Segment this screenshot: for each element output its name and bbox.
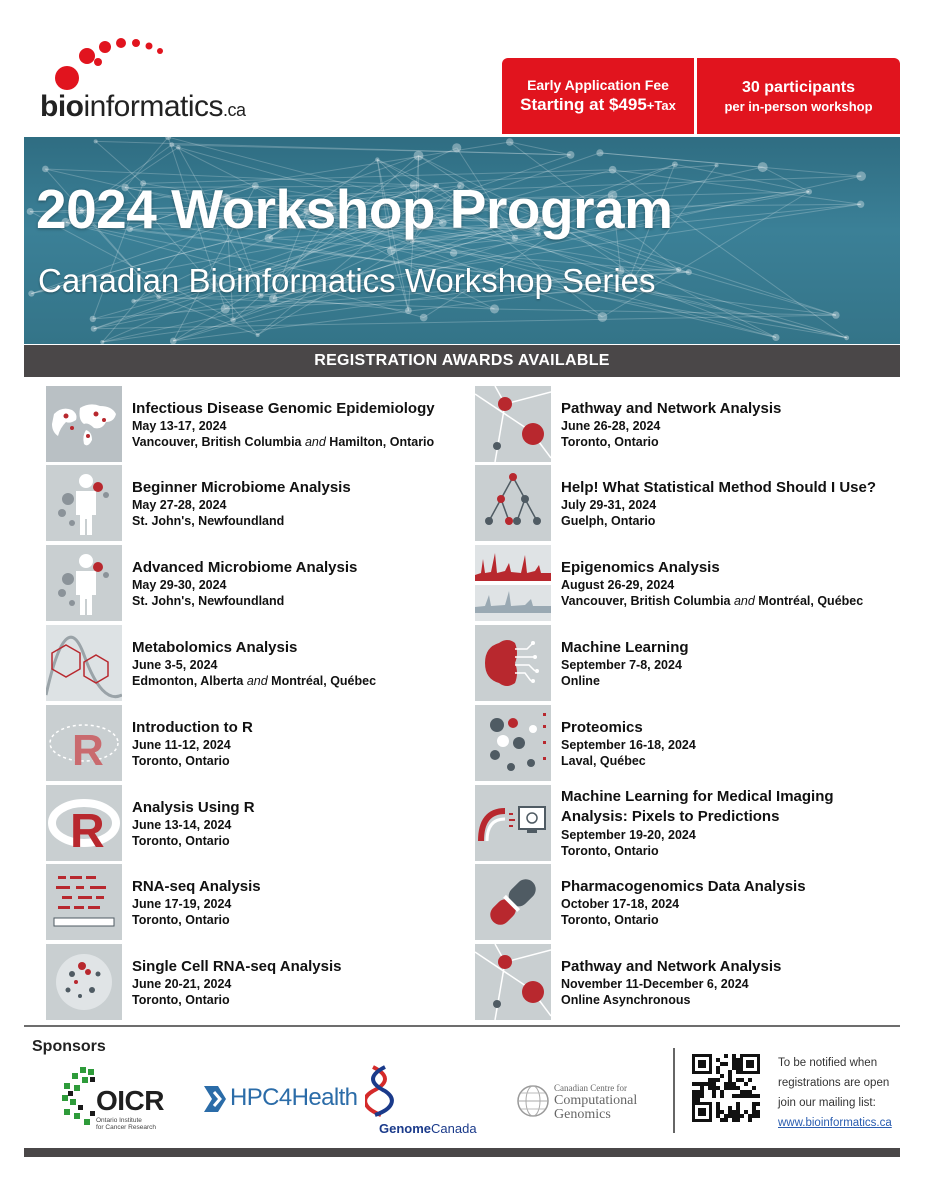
hpc4health-icon xyxy=(200,1082,230,1116)
sponsor-genome-canada[interactable] xyxy=(365,1063,480,1138)
workshop-location: Guelph, Ontario xyxy=(561,513,656,528)
workshop-details xyxy=(132,625,376,701)
workshop-details xyxy=(561,785,834,861)
oicr-name: OICR xyxy=(96,1085,164,1116)
genome-canada-name: GenomeCanada xyxy=(379,1121,477,1136)
network-icon xyxy=(475,386,551,462)
workshop-location: Vancouver, British Columbia and Hamilton, Ontario xyxy=(132,434,435,449)
cccg-name: Canadian Centre for Computational Genomics xyxy=(554,1083,638,1122)
workshop-title: Beginner Microbiome Analysis xyxy=(132,478,351,496)
notify-line-2: registrations are open xyxy=(778,1077,890,1089)
footer-bar xyxy=(24,1148,900,1157)
workshop-title: Pathway and Network Analysis xyxy=(561,399,782,417)
workshop-item[interactable] xyxy=(475,864,905,940)
workshop-details xyxy=(561,465,876,541)
workshop-date: November 11-December 6, 2024 xyxy=(561,976,749,991)
medical-imaging-icon xyxy=(475,785,551,861)
participants-badge xyxy=(697,58,900,134)
workshop-date: June 3-5, 2024 xyxy=(132,657,218,672)
workshop-title: Pharmacogenomics Data Analysis xyxy=(561,877,806,895)
sponsor-cccg[interactable] xyxy=(516,1082,666,1122)
workshop-title: Analysis Using R xyxy=(132,798,255,816)
logo-wordmark: bioinformatics.ca xyxy=(40,90,246,123)
bioinformatics-logo xyxy=(40,38,246,123)
workshop-date: June 13-14, 2024 xyxy=(132,817,232,832)
workshop-item[interactable] xyxy=(46,785,466,861)
workshop-title: Machine Learning xyxy=(561,638,689,656)
workshop-item[interactable] xyxy=(46,625,466,701)
logo-dots-icon xyxy=(50,38,180,93)
workshop-details xyxy=(561,625,689,701)
workshop-date: May 29-30, 2024 xyxy=(132,577,227,592)
svg-text:R: R xyxy=(72,726,104,775)
workshop-item[interactable] xyxy=(475,465,905,541)
workshop-item[interactable] xyxy=(475,705,905,781)
workshop-item[interactable] xyxy=(46,864,466,940)
microbiome-person-icon xyxy=(46,545,122,621)
workshop-title: Pathway and Network Analysis xyxy=(561,957,782,975)
mailing-list-notice xyxy=(778,1053,908,1133)
brain-icon xyxy=(475,625,551,701)
proteomics-icon xyxy=(475,705,551,781)
sponsor-hpc4health[interactable] xyxy=(200,1080,358,1120)
participants-count: 30 participants xyxy=(742,78,855,96)
registration-awards-bar: REGISTRATION AWARDS AVAILABLE xyxy=(24,345,900,377)
workshop-date: September 16-18, 2024 xyxy=(561,737,696,752)
workshop-details xyxy=(561,545,863,621)
network-icon xyxy=(475,944,551,1020)
workshop-details xyxy=(132,864,261,940)
workshop-date: October 17-18, 2024 xyxy=(561,896,680,911)
early-fee-price: Starting at $495+Tax xyxy=(520,95,676,114)
single-cell-icon xyxy=(46,944,122,1020)
workshop-title: Introduction to R xyxy=(132,718,253,736)
participants-note: per in-person workshop xyxy=(724,98,873,114)
workshop-title: Single Cell RNA-seq Analysis xyxy=(132,957,342,975)
workshop-location: Toronto, Ontario xyxy=(132,992,230,1007)
cccg-globe-icon xyxy=(516,1084,550,1118)
workshop-location: Edmonton, Alberta and Montréal, Québec xyxy=(132,673,377,688)
rna-seq-icon xyxy=(46,864,122,940)
microbiome-person-icon xyxy=(46,465,122,541)
program-banner xyxy=(24,137,900,344)
workshop-item[interactable] xyxy=(46,386,466,462)
workshop-location: Online Asynchronous xyxy=(561,992,691,1007)
workshop-details xyxy=(561,864,806,940)
workshop-item[interactable] xyxy=(475,386,905,462)
workshop-date: August 26-29, 2024 xyxy=(561,577,675,592)
workshop-date: June 20-21, 2024 xyxy=(132,976,232,991)
r-outline-icon xyxy=(46,705,122,781)
workshop-title: Proteomics xyxy=(561,718,643,736)
workshop-title: Help! What Statistical Method Should I Use? xyxy=(561,478,877,496)
workshop-details xyxy=(561,386,781,462)
workshop-location: St. John's, Newfoundland xyxy=(132,593,285,608)
workshop-location: Laval, Québec xyxy=(561,753,646,768)
workshop-item[interactable] xyxy=(475,944,905,1020)
workshop-details xyxy=(132,785,255,861)
workshop-item[interactable] xyxy=(46,545,466,621)
workshop-date: September 7-8, 2024 xyxy=(561,657,682,672)
workshop-date: July 29-31, 2024 xyxy=(561,497,657,512)
svg-text:R: R xyxy=(70,805,105,858)
page-title: 2024 Workshop Program xyxy=(36,178,673,240)
oicr-icon xyxy=(60,1063,100,1133)
metabolomics-icon xyxy=(46,625,122,701)
r-logo-icon xyxy=(46,785,122,861)
divider xyxy=(24,1025,900,1027)
notify-line-3: join our mailing list: xyxy=(778,1097,876,1109)
workshop-item[interactable] xyxy=(46,705,466,781)
workshop-location: Toronto, Ontario xyxy=(561,844,659,858)
hpc4health-name: HPC4Health xyxy=(230,1084,358,1111)
capsule-icon xyxy=(475,864,551,940)
workshop-details xyxy=(132,545,357,621)
workshop-date: June 17-19, 2024 xyxy=(132,896,232,911)
workshop-details xyxy=(132,705,253,781)
workshop-item[interactable] xyxy=(475,785,905,861)
sponsors-heading: Sponsors xyxy=(32,1038,106,1055)
workshop-location: Online xyxy=(561,673,600,688)
website-link[interactable]: www.bioinformatics.ca xyxy=(778,1117,892,1129)
workshop-date: June 26-28, 2024 xyxy=(561,418,661,433)
early-fee-badge xyxy=(502,58,694,134)
workshop-date: May 27-28, 2024 xyxy=(132,497,227,512)
workshop-location: Toronto, Ontario xyxy=(561,912,659,927)
workshop-details xyxy=(132,465,351,541)
tree-icon xyxy=(475,465,551,541)
workshop-title: Advanced Microbiome Analysis xyxy=(132,558,358,576)
workshop-details xyxy=(132,944,342,1020)
workshop-location: Toronto, Ontario xyxy=(132,833,230,848)
epigenomics-icon xyxy=(475,545,551,621)
workshop-item[interactable] xyxy=(475,545,905,621)
oicr-subtitle: Ontario Institute for Cancer Research xyxy=(96,1117,156,1131)
workshop-item[interactable] xyxy=(46,944,466,1020)
workshop-details xyxy=(561,944,781,1020)
workshop-location: Toronto, Ontario xyxy=(132,912,230,927)
dna-helix-icon xyxy=(365,1063,395,1119)
workshop-location: Toronto, Ontario xyxy=(132,753,230,768)
workshop-title: Metabolomics Analysis xyxy=(132,638,298,656)
workshop-item[interactable] xyxy=(46,465,466,541)
workshop-item[interactable] xyxy=(475,625,905,701)
sponsor-oicr[interactable] xyxy=(60,1063,170,1133)
qr-code-icon[interactable] xyxy=(690,1052,762,1124)
page-subtitle: Canadian Bioinformatics Workshop Series xyxy=(38,262,656,299)
world-map-icon xyxy=(46,386,122,462)
workshop-location: Vancouver, British Columbia and Montréal, Québec xyxy=(561,593,864,608)
early-fee-label: Early Application Fee xyxy=(527,77,669,93)
workshop-location: St. John's, Newfoundland xyxy=(132,513,285,528)
workshop-date: September 19-20, 2024 xyxy=(561,828,696,842)
workshop-details xyxy=(561,705,696,781)
workshop-title: Machine Learning for Medical Imaging xyxy=(561,788,834,805)
divider xyxy=(673,1048,675,1133)
workshop-details xyxy=(132,386,435,462)
workshop-date: May 13-17, 2024 xyxy=(132,418,227,433)
workshop-title-line2: Analysis: Pixels to Predictions xyxy=(561,808,780,825)
workshop-title: Epigenomics Analysis xyxy=(561,558,720,576)
workshop-title: RNA-seq Analysis xyxy=(132,877,261,895)
notify-line-1: To be notified when xyxy=(778,1057,878,1069)
workshop-location: Toronto, Ontario xyxy=(561,434,659,449)
workshop-title: Infectious Disease Genomic Epidemiology xyxy=(132,399,435,417)
workshop-date: June 11-12, 2024 xyxy=(132,737,231,752)
